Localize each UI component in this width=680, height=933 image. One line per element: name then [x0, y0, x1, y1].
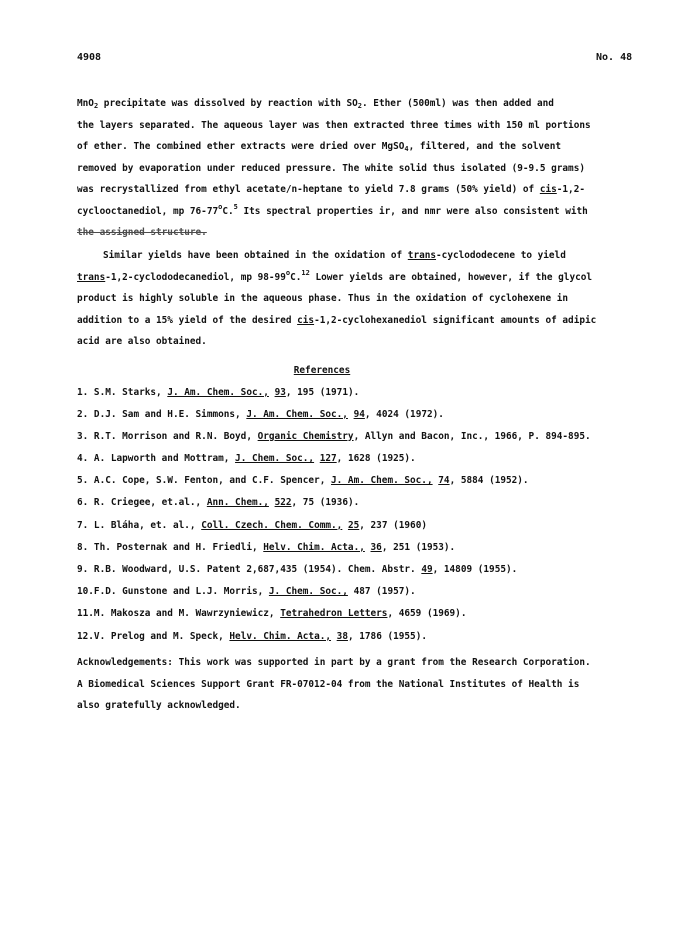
- paragraph-2: [77, 245, 597, 353]
- paragraph-2-line: product is highly soluble in the aqueous phase. Thus in the oxidation of cyclohexene in: [77, 293, 569, 304]
- paragraph-2-line: trans-1,2-cyclododecanediol, mp 98-99$^o$C.$^{12}$ Lower yields are obtained, however, if the glycol: [77, 268, 593, 283]
- acknowledgements-line: Acknowledgements: This work was supported in part by a grant from the Research Corporation.: [77, 657, 591, 668]
- reference-item: 8. Th. Posternak and H. Friedli, Helv. Chim. Acta., 36, 251 (1953).: [77, 541, 456, 553]
- paragraph-1: [77, 93, 597, 244]
- reference-item: 1. S.M. Starks, J. Am. Chem. Soc., 93, 195 (1971).: [77, 386, 360, 398]
- paragraph-1-line: cyclooctanediol, mp 76-77$^o$C.$^5$ Its spectral properties ir, and nmr were also consistent with: [77, 202, 588, 217]
- paragraph-1-line: MnO$_2$ precipitate was dissolved by reaction with $SO_2$. Ether (500ml) was then added and: [77, 98, 554, 110]
- reference-item: 12.V. Prelog and M. Speck, Helv. Chim. Acta., 38, 1786 (1955).: [77, 630, 427, 642]
- reference-item: 6. R. Criegee, et.al., Ann. Chem., 522, 75 (1936).: [77, 497, 360, 509]
- reference-item: 11.M. Makosza and M. Wawrzyniewicz, Tetrahedron Letters, 4659 (1969).: [77, 608, 467, 620]
- paragraph-2-line: acid are also obtained.: [77, 336, 207, 347]
- reference-item: 4. A. Lapworth and Mottram, J. Chem. Soc., 127, 1628 (1925).: [77, 453, 416, 465]
- reference-item: 9. R.B. Woodward, U.S. Patent 2,687,435 (1954). Chem. Abstr. 49, 14809 (1955).: [77, 564, 518, 575]
- reference-item: 2. D.J. Sam and H.E. Simmons, J. Am. Chem. Soc., 94, 4024 (1972).: [77, 408, 444, 420]
- paragraph-2-line: addition to a 15% yield of the desired cis-1,2-cyclohexanediol significant amounts of adipic: [77, 314, 597, 326]
- references-section: [77, 360, 597, 648]
- reference-item: 5. A.C. Cope, S.W. Fenton, and C.F. Spencer, J. Am. Chem. Soc., 74, 5884 (1952).: [77, 475, 529, 487]
- paragraph-2-line: Similar yields have been obtained in the oxidation of trans-cyclododecene to yield: [103, 250, 566, 261]
- acknowledgements-line: also gratefully acknowledged.: [77, 700, 241, 711]
- issue-number: No. 48: [596, 52, 633, 63]
- paragraph-1-line: was recrystallized from ethyl acetate/n-heptane to yield 7.8 grams (50% yield) of cis-1,2-: [77, 184, 585, 195]
- reference-item: 7. L. Bláha, et. al., Coll. Czech. Chem. Comm., 25, 237 (1960): [77, 519, 427, 531]
- paragraph-1-line: the layers separated. The aqueous layer was then extracted three times with 150 ml portions: [77, 119, 591, 131]
- page-number: 4908: [77, 52, 102, 63]
- reference-item: 10.F.D. Gunstone and L.J. Morris, J. Chem. Soc., 487 (1957).: [77, 586, 416, 598]
- acknowledgements-line: A Biomedical Sciences Support Grant FR-07012-04 from the National Institutes of Health is: [77, 678, 580, 690]
- paragraph-1-line: the assigned structure.: [77, 227, 207, 238]
- references-heading: References: [293, 365, 351, 376]
- references-list: [77, 382, 597, 648]
- reference-item: 3. R.T. Morrison and R.N. Boyd, Organic Chemistry, Allyn and Bacon, Inc., 1966, P. 894-895.: [77, 430, 591, 442]
- paragraph-1-line: removed by evaporation under reduced pressure. The white solid thus isolated (9-9.5 grams): [77, 162, 585, 174]
- acknowledgements: [77, 652, 597, 717]
- paragraph-1-line: of ether. The combined ether extracts were dried over MgSO$_4$, filtered, and the solvent: [77, 141, 561, 153]
